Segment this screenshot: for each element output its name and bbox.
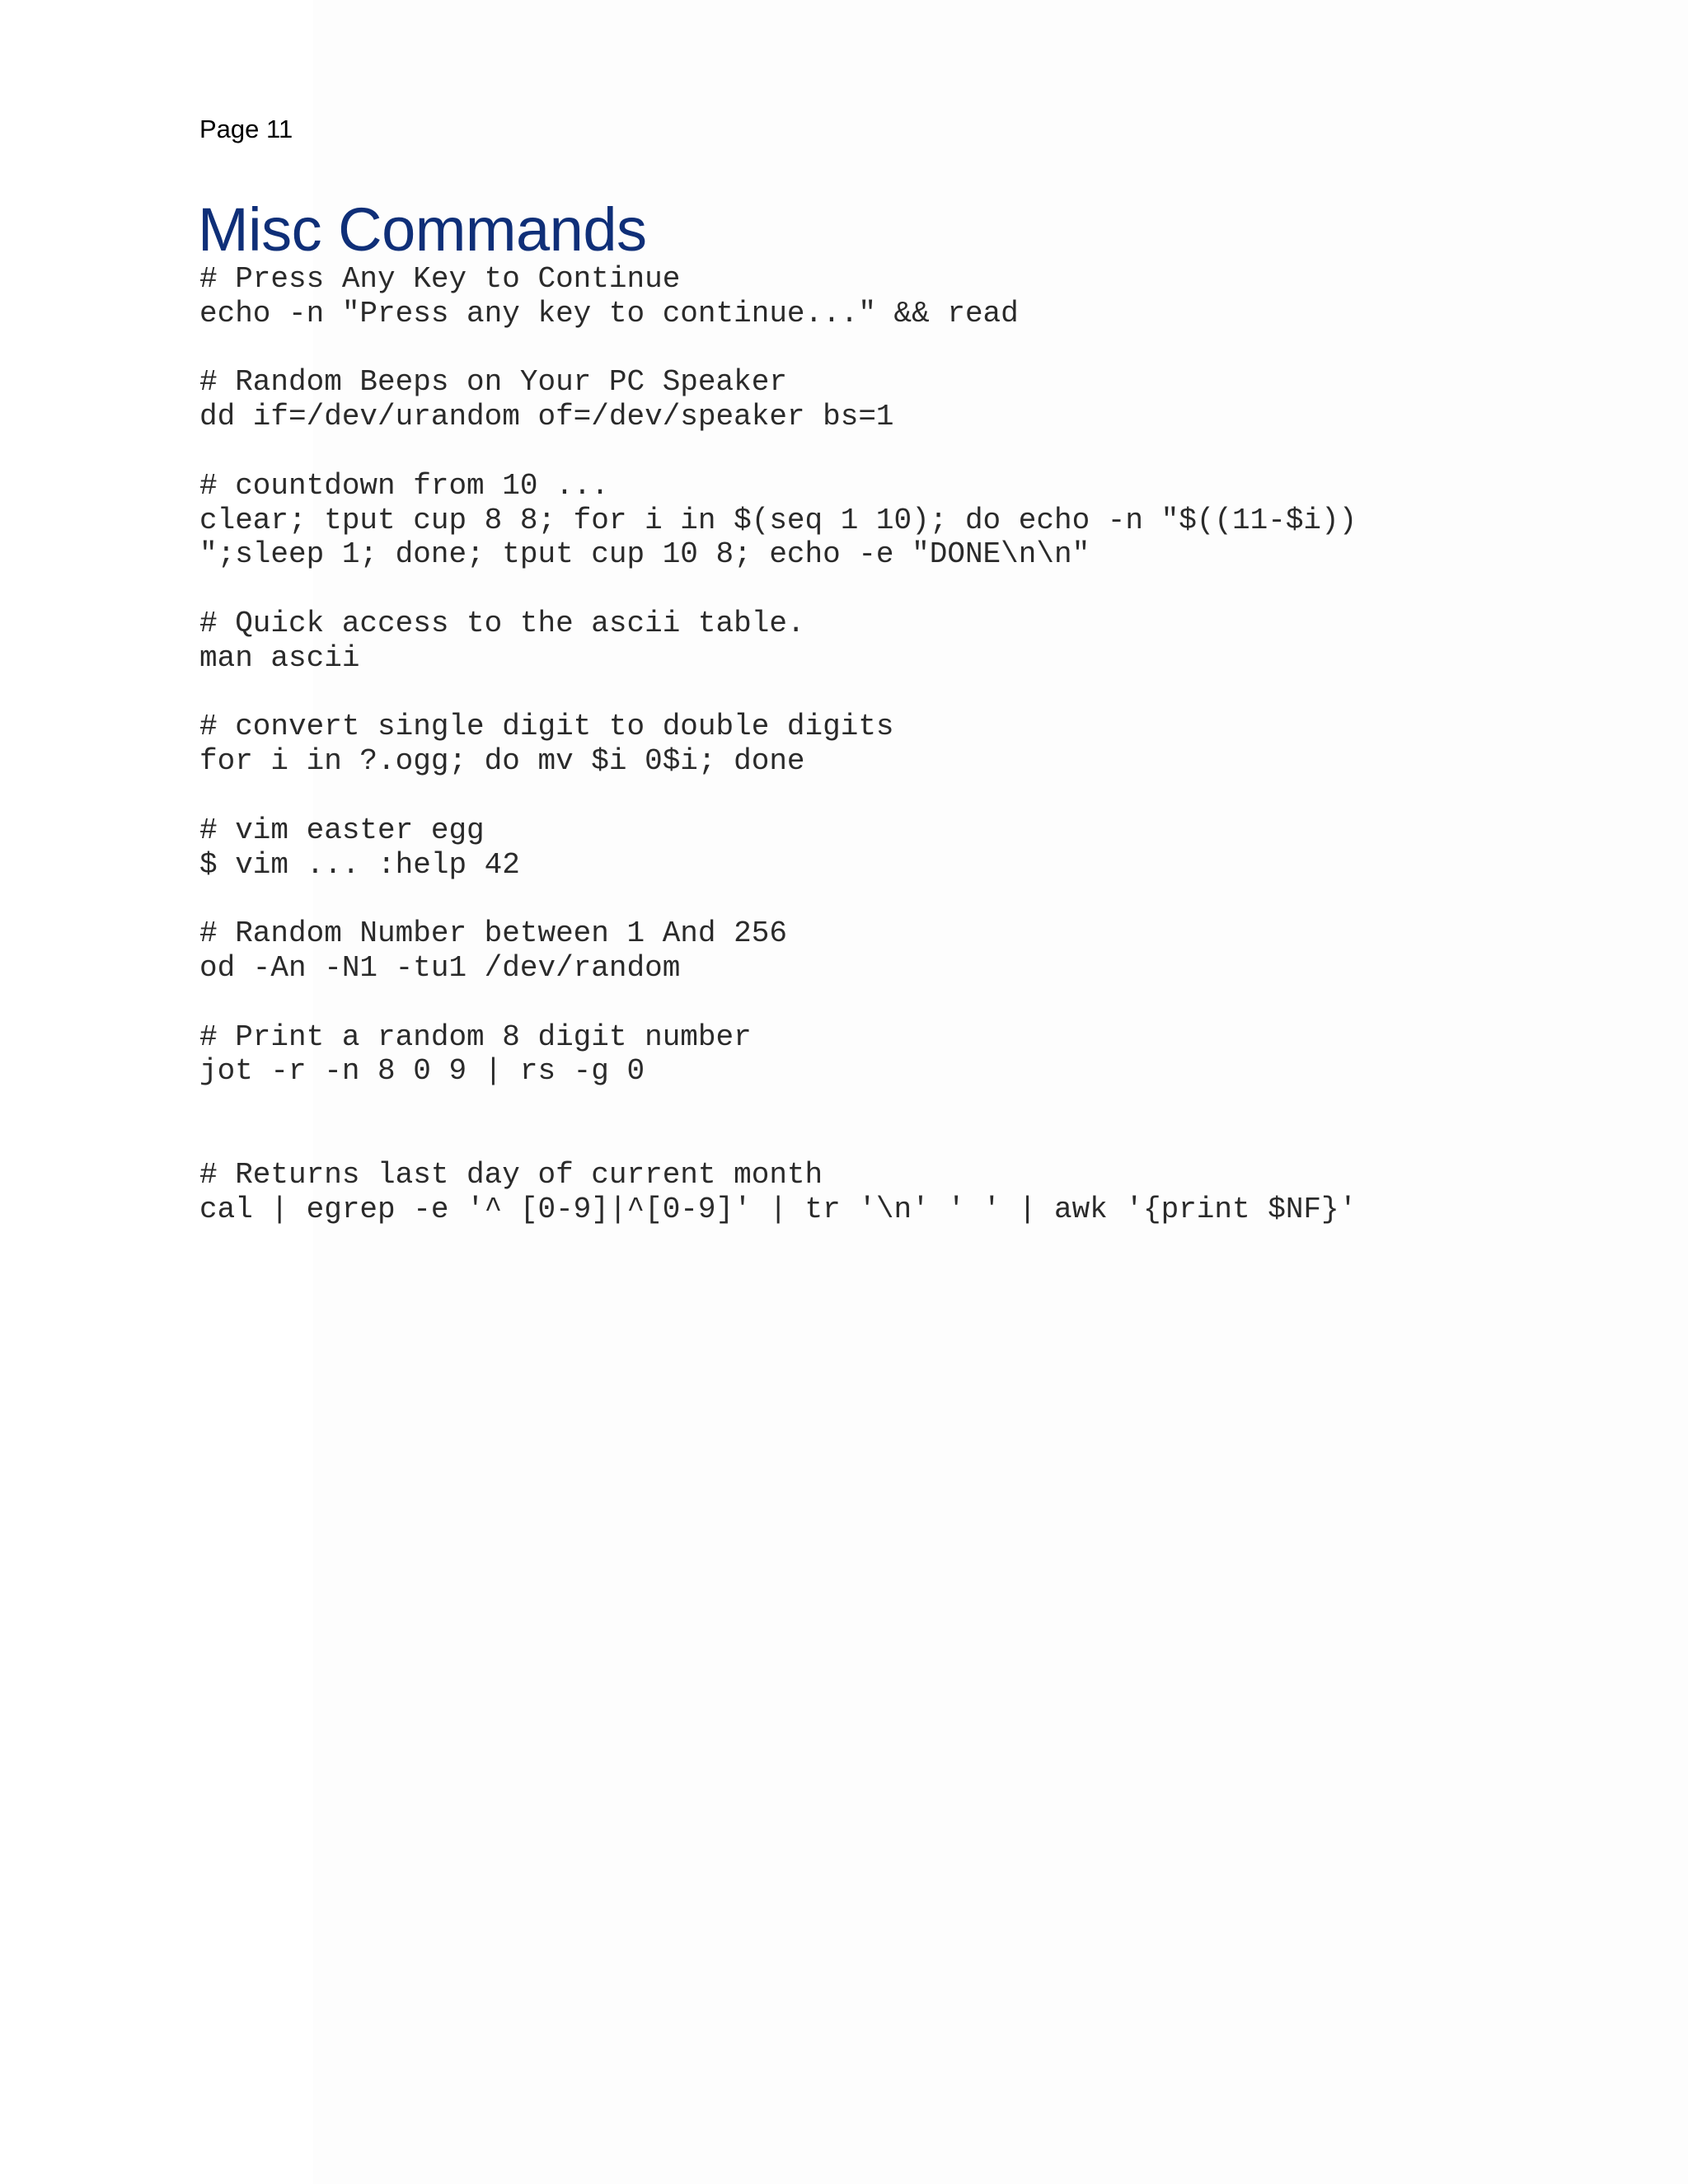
command-line: echo -n "Press any key to continue..." && read bbox=[199, 296, 1019, 330]
command-block-countdown bbox=[199, 469, 1667, 572]
command-line: od -An -N1 -tu1 /dev/random bbox=[199, 950, 681, 985]
command-comment: # Returns last day of current month bbox=[199, 1157, 823, 1192]
command-line: man ascii bbox=[199, 640, 360, 675]
command-comment: # Press Any Key to Continue bbox=[199, 262, 681, 296]
command-block-last-day-of-month bbox=[199, 1158, 1667, 1227]
command-list bbox=[199, 262, 1667, 1226]
command-comment: # vim easter egg bbox=[199, 813, 485, 847]
command-block-ascii-table bbox=[199, 607, 1667, 676]
command-block-press-any-key bbox=[199, 262, 1667, 331]
command-line: clear; tput cup 8 8; for i in $(seq 1 10); do echo -n "$((11-$i)) bbox=[199, 503, 1357, 537]
command-line: for i in ?.ogg; do mv $i 0$i; done bbox=[199, 744, 805, 779]
command-line: dd if=/dev/urandom of=/dev/speaker bs=1 bbox=[199, 400, 894, 434]
command-comment: # Quick access to the ascii table. bbox=[199, 606, 805, 640]
page-number: Page 11 bbox=[199, 115, 293, 143]
command-block-random-number bbox=[199, 916, 1667, 986]
command-block-random-8-digit bbox=[199, 1020, 1667, 1090]
command-line: ";sleep 1; done; tput cup 10 8; echo -e "DONE\n\n" bbox=[199, 537, 1090, 572]
command-block-vim-easter-egg bbox=[199, 813, 1667, 883]
command-comment: # convert single digit to double digits bbox=[199, 710, 894, 744]
command-comment: # Random Number between 1 And 256 bbox=[199, 916, 787, 951]
command-block-random-beeps bbox=[199, 365, 1667, 434]
command-block-double-digits bbox=[199, 710, 1667, 779]
command-line: $ vim ... :help 42 bbox=[199, 847, 520, 882]
command-comment: # Random Beeps on Your PC Speaker bbox=[199, 365, 787, 400]
command-line: jot -r -n 8 0 9 | rs -g 0 bbox=[199, 1054, 645, 1089]
command-line: cal | egrep -e '^ [0-9]|^[0-9]' | tr '\n' ' ' | awk '{print $NF}' bbox=[199, 1192, 1357, 1226]
page-title: Misc Commands bbox=[198, 195, 647, 264]
command-comment: # countdown from 10 ... bbox=[199, 468, 609, 503]
command-comment: # Print a random 8 digit number bbox=[199, 1019, 752, 1054]
